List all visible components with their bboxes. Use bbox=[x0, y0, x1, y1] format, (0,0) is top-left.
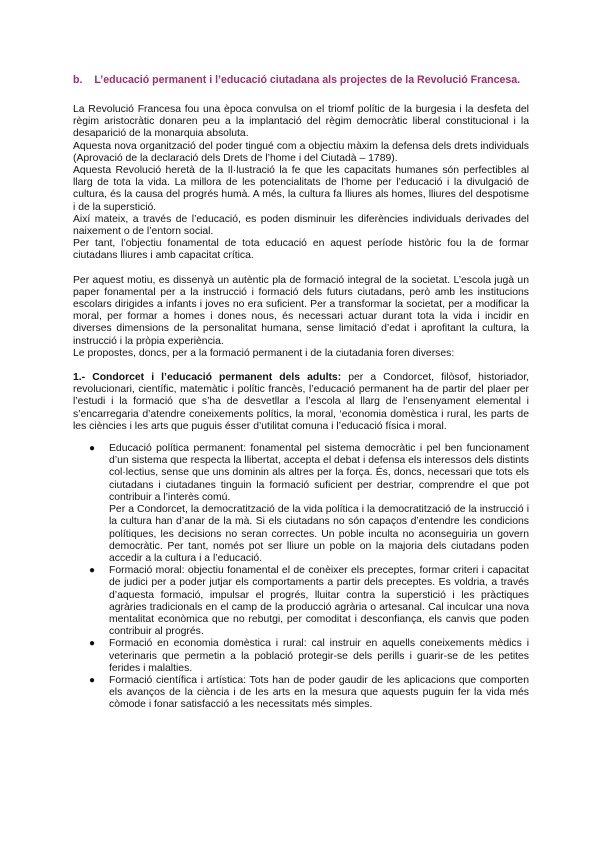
bullet-icon: ● bbox=[89, 674, 96, 686]
intro-paragraph: Així mateix, a través de l’educació, es poden disminuir les diferències individuals derivades del naixement o de l’entorn social. bbox=[73, 213, 529, 238]
plan-block bbox=[73, 275, 529, 360]
intro-block bbox=[73, 104, 529, 263]
heading-title: L’educació permanent i l’educació ciutadana als projectes de la Revolució Francesa. bbox=[94, 74, 521, 86]
intro-paragraph: Aquesta nova organització del poder tingué com a objectiu màxim la defensa dels drets individuals (Aprovació de la declaració dels Drets de l’home i del Ciutadà – 1789). bbox=[73, 140, 529, 164]
section-heading bbox=[73, 70, 529, 90]
section-1-text: per a Condorcet, filòsof, historiador, revolucionari, científic, matemàtic i polític francès, l’educació permanent ha de partir del plaer per l’estudi i la formació que s’ha de desvetllar a l’escola al llarg de l’ensenyament elemental i s’encarregaria d’atendre coneixements polítics, la moral, ‘economia domèstica i rural, les parts de les ciències i les arts que puguis ésser d’utilitat comuna i l’educació física i moral. bbox=[73, 372, 529, 432]
bullet-list bbox=[73, 443, 529, 711]
list-item bbox=[73, 443, 529, 565]
intro-paragraph: Aquesta Revolució heretà de la Il·lustració la fe que les capacitats humanes són perfectibles al llarg de tota la vida. La millora de les potencialitats de l’home per l’educació i la divulgació de cultura, és la causa del progrés humà. A més, la cultura fa lliures als homes, lliures del despotisme i de la superstició. bbox=[73, 165, 529, 213]
list-item-text: Formació científica i artística: Tots han de poder gaudir de les aplicacions que comporten els avanços de la ciència i de les arts en la mesura que aquests puguin fer la vida més còmode i fonar satisfacció a les necessitats més simples. bbox=[109, 674, 529, 711]
list-item bbox=[73, 638, 529, 675]
intro-paragraph: Per tant, l’objectiu fonamental de tota educació en aquest període històric fou la de formar ciutadans lliures i amb capacitat crítica. bbox=[73, 238, 529, 262]
intro-paragraph: La Revolució Francesa fou una època convulsa on el triomf polític de la burgesia i la desfeta del règim aristocràtic donaren peu a la implantació del règim democràtic liberal constitucional i la desaparició de la monarquia absoluta. bbox=[73, 104, 529, 140]
bullet-icon: ● bbox=[89, 443, 96, 455]
list-item-text: Per a Condorcet, la democratització de la vida política i la democratització de la instrucció i la cultura han d’anar de la mà. Si els ciutadans no són capaços d’entendre les condicions polítiques, les decisions no seran correctes. Un poble inculta no aconseguiria un govern democràtic. Per tant, només pot ser lliure un poble on la majoria dels ciutadans poden accedir a la cultura i a l’educació. bbox=[109, 504, 529, 564]
bullet-icon: ● bbox=[89, 638, 96, 650]
section-1-title: 1.- Condorcet i l’educació permanent dels adults: bbox=[73, 372, 342, 384]
plan-paragraph: Per aquest motiu, es dissenyà un autèntic pla de formació integral de la societat. L’escola jugà un paper fonamental per a la instrucció i formació dels futurs ciutadans, però amb les institucions escolars dirigides a infants i joves no era suficient. Per a transformar la societat, per a modificar la moral, per formar a homes i dones nous, és necessari actuar durant tota la vida i incidir en diverses dimensions de la personalitat humana, sense limitació d’edat i aprofitant la cultura, la instrucció i la pròpia experiència. bbox=[73, 274, 529, 347]
list-item bbox=[73, 675, 529, 712]
section-1-paragraph bbox=[73, 372, 529, 433]
bullet-icon: ● bbox=[89, 565, 96, 577]
heading-number: b. bbox=[73, 74, 83, 86]
list-item-text: Formació en economia domèstica i rural: cal instruir en aquells coneixements mèdics i veterinaris que permetin a la població protegir-se dels perills i guarir-se de les petites ferides i malalties. bbox=[109, 638, 529, 674]
list-item-text: Formació moral: objectiu fonamental el de conèixer els preceptes, formar criteri i capacitat de judici per a poder jutjar els comportaments a partir dels preceptes. Es voldria, a través d’aquesta formació, impulsar el progrés, lluitar contra la superstició i les pràctiques agràries tradicionals en el camp de la producció agrària o artesanal. Cal inculcar una nova mentalitat econòmica que no rebutgi, per comoditat i desconfiança, els canvis que poden contribuir al progrés. bbox=[109, 565, 529, 638]
list-item bbox=[73, 565, 529, 638]
list-item-text: Educació política permanent: fonamental pel sistema democràtic i pel ben funcionament d’un sistema que respecta la llibertat, accepta el debat i defensa els interessos dels distints col·lectius, sense que uns dominin als altres per la força. És, doncs, necessari que tots els ciutadans i ciutadanes tinguin la formació suficient per destriar, comprendre el que pot contribuir a l’interès comú. bbox=[109, 443, 529, 503]
document-page bbox=[73, 70, 529, 712]
plan-paragraph: Le propostes, doncs, per a la formació permanent i de la ciutadania foren diverses: bbox=[73, 347, 455, 359]
